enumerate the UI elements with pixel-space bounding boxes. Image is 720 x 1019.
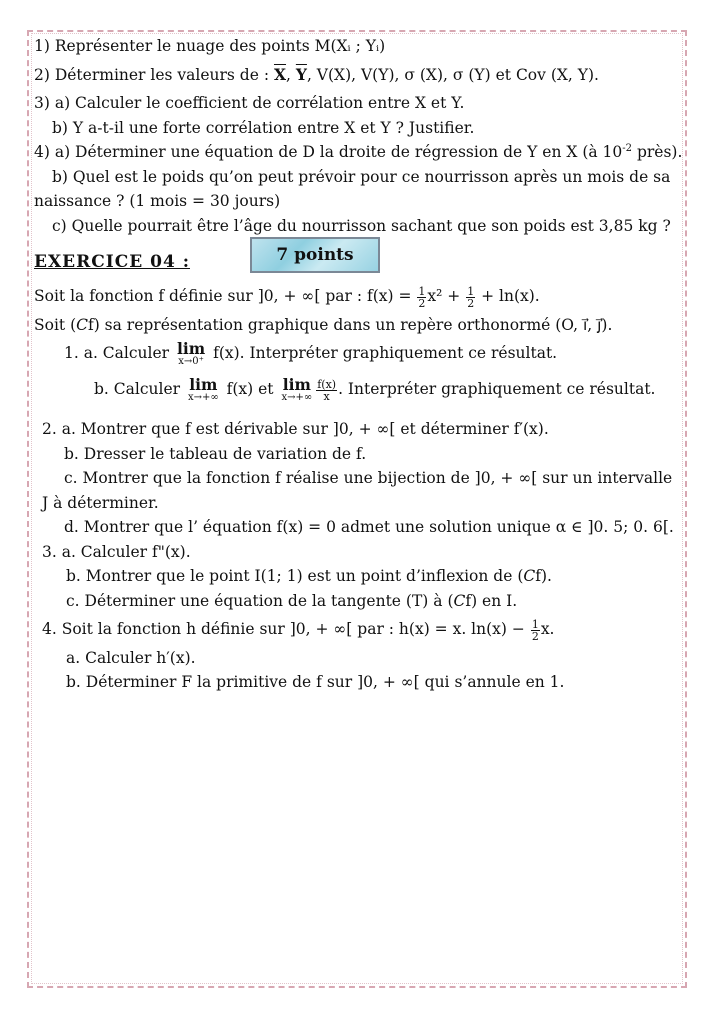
exercise-q3b: b. Montrer que le point I(1; 1) est un point d’inflexion de (𝐶f).: [66, 567, 552, 585]
limit-at-zero: lim x→0⁺: [177, 339, 206, 367]
part1-q2: 2) Déterminer les valeurs de : $\overline{X}$, $\overline{Y}$, V(X), V(Y), σ (X), σ (Y) et Cov (X, Y).: [34, 64, 599, 84]
exercise-title: EXERCICE 04 :: [34, 252, 190, 272]
exercise-q4b: b. Déterminer F la primitive de f sur ]0, + ∞[ qui s’annule en 1.: [66, 673, 565, 691]
fraction-half: $\frac{1}{2}$: [467, 284, 475, 310]
exercise-intro2: Soit (𝐶f) sa représentation graphique dans un repère orthonormé (O, i⃗, j⃗).: [34, 315, 613, 334]
exercise-q3c: c. Déterminer une équation de la tangente (T) à (𝐶f) en I.: [66, 591, 518, 610]
exercise-q1b: b. Calculer lim x→+∞ f(x) et lim x→+∞ $\frac{f(x)}{x}$ . Interpréter graphiquement ce résultat.: [94, 375, 656, 403]
exercise-intro1: Soit la fonction f définie sur ]0, + ∞[ par : f(x) = $\frac{1}{2}$ x² + $\frac{1}{2}$ + ln(x).: [34, 284, 540, 310]
exercise-q3a: 3. a. Calculer f"(x).: [42, 542, 191, 561]
part1-q4a: 4) a) Déterminer une équation de D la droite de régression de Y en X (à $10^{-2}$ près).: [34, 142, 683, 161]
fraction-half: $\frac{1}{2}$: [531, 617, 539, 643]
part1-q4c: c) Quelle pourrait être l’âge du nourrisson sachant que son poids est 3,85 kg ?: [52, 216, 671, 235]
exercise-header: [34, 240, 686, 284]
exercise-q4: 4. Soit la fonction h définie sur ]0, + ∞[ par : h(x) = x. ln(x) − $\frac{1}{2}$ x.: [42, 617, 555, 643]
fraction-fx-over-x: $\frac{f(x)}{x}$: [317, 377, 337, 403]
limit-at-infinity: lim x→+∞: [281, 375, 313, 403]
document-body: [34, 34, 686, 695]
part1-q4b-line2: naissance ? (1 mois = 30 jours): [34, 192, 281, 210]
exercise-q2c-line1: c. Montrer que la fonction f réalise une bijection de ]0, + ∞[ sur un intervalle: [64, 469, 673, 487]
exercise-q4a: a. Calculer h′(x).: [66, 648, 196, 667]
exercise-q2a: 2. a. Montrer que f est dérivable sur ]0, + ∞[ et déterminer f′(x).: [42, 420, 549, 438]
exercise-q2b: b. Dresser le tableau de variation de f.: [64, 444, 367, 463]
exercise-q1a: 1. a. Calculer lim x→0⁺ f(x). Interpréter graphiquement ce résultat.: [64, 339, 558, 367]
limit-at-infinity: lim x→+∞: [187, 375, 219, 403]
part1-q1: 1) Représenter le nuage des points M(Xᵢ ; Yᵢ): [34, 37, 386, 55]
part1-q3b: b) Y a-t-il une forte corrélation entre X et Y ? Justifier.: [52, 118, 475, 137]
fraction-half: $\frac{1}{2}$: [418, 284, 426, 310]
part1-q4b-line1: b) Quel est le poids qu’on peut prévoir pour ce nourrisson après un mois de sa: [52, 167, 671, 186]
exercise-q2d: d. Montrer que l’ équation f(x) = 0 admet une solution unique α ∈ ]0. 5; 0. 6[.: [64, 518, 674, 536]
exercise-q2c-line2: J à déterminer.: [42, 493, 159, 512]
part1-q3a: 3) a) Calculer le coefficient de corrélation entre X et Y.: [34, 94, 465, 112]
points-badge: 7 points: [250, 237, 380, 273]
